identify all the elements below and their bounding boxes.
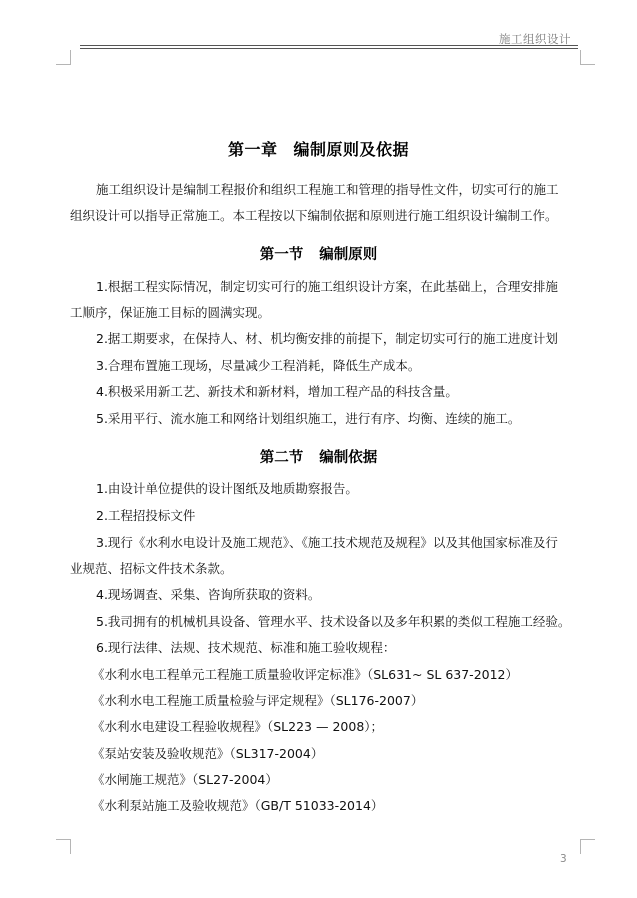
basis-line: 5.我司拥有的机械机具设备、管理水平、技术设备以及多年积累的类似工程施工经验。 xyxy=(96,614,571,629)
principle-line: 5.采用平行、流水施工和网络计划组织施工，进行有序、均衡、连续的施工。 xyxy=(96,411,521,426)
crop-mark-bottom-left xyxy=(56,839,71,854)
section-2-heading xyxy=(0,446,637,467)
crop-mark-top-left xyxy=(56,50,71,65)
header-title: 施工组织设计 xyxy=(499,32,571,46)
basis-line: 2.工程招投标文件 xyxy=(96,508,196,523)
standard-line: 《水利水电工程单元工程施工质量验收评定标准》（SL631~ SL 637-2012） xyxy=(92,667,519,682)
page-number: 3 xyxy=(560,853,567,865)
principle-line: 2.据工期要求，在保持人、材、机均衡安排的前提下，制定切实可行的施工进度计划 xyxy=(96,331,558,346)
chapter-heading xyxy=(0,137,637,160)
section-1-number: 第一节 xyxy=(259,247,304,263)
principle-line: 3.合理布置施工现场，尽量减少工程消耗，降低生产成本。 xyxy=(96,358,421,373)
basis-line: 6.现行法律、法规、技术规范、标准和施工验收规程： xyxy=(96,640,396,655)
standard-line: 《水利泵站施工及验收规范》（GB/T 51033-2014） xyxy=(92,798,384,813)
standard-line: 《水闸施工规范》（SL27-2004） xyxy=(92,772,278,787)
section-2-title: 编制依据 xyxy=(319,450,378,466)
principle-line: 4.积极采用新工艺、新技术和新材料，增加工程产品的科技含量。 xyxy=(96,384,458,399)
section-2-number: 第二节 xyxy=(259,450,304,466)
principle-line: 工顺序，保证施工目标的圆满实现。 xyxy=(70,305,271,320)
standard-line: 《泵站安装及验收规范》（SL317-2004） xyxy=(92,746,324,761)
standard-line: 《水利水电建设工程验收规程》（SL223 — 2008）； xyxy=(92,719,384,734)
chapter-title: 编制原则及依据 xyxy=(293,140,410,159)
standard-line: 《水利水电工程施工质量检验与评定规程》（SL176-2007） xyxy=(92,693,424,708)
principle-line: 1.根据工程实际情况，制定切实可行的施工组织设计方案，在此基础上，合理安排施 xyxy=(96,279,558,294)
section-1-heading xyxy=(0,243,637,264)
crop-mark-bottom-right xyxy=(580,839,595,854)
section-1-title: 编制原则 xyxy=(319,247,378,263)
header-rule xyxy=(80,45,578,46)
basis-line: 1.由设计单位提供的设计图纸及地质勘察报告。 xyxy=(96,481,358,496)
header-rule-secondary xyxy=(80,48,578,49)
intro-line-1: 施工组织设计是编制工程报价和组织工程施工和管理的指导性文件，切实可行的施工 xyxy=(96,182,559,197)
basis-line: 3.现行《水利水电设计及施工规范》、《施工技术规范及规程》以及其他国家标准及行 xyxy=(96,535,558,550)
chapter-number: 第一章 xyxy=(227,140,278,159)
basis-line: 4.现场调查、采集、咨询所获取的资料。 xyxy=(96,587,321,602)
intro-line-2: 组织设计可以指导正常施工。本工程按以下编制依据和原则进行施工组织设计编制工作。 xyxy=(70,208,558,223)
basis-line: 业规范、招标文件技术条款。 xyxy=(70,561,233,576)
crop-mark-top-right xyxy=(580,50,595,65)
